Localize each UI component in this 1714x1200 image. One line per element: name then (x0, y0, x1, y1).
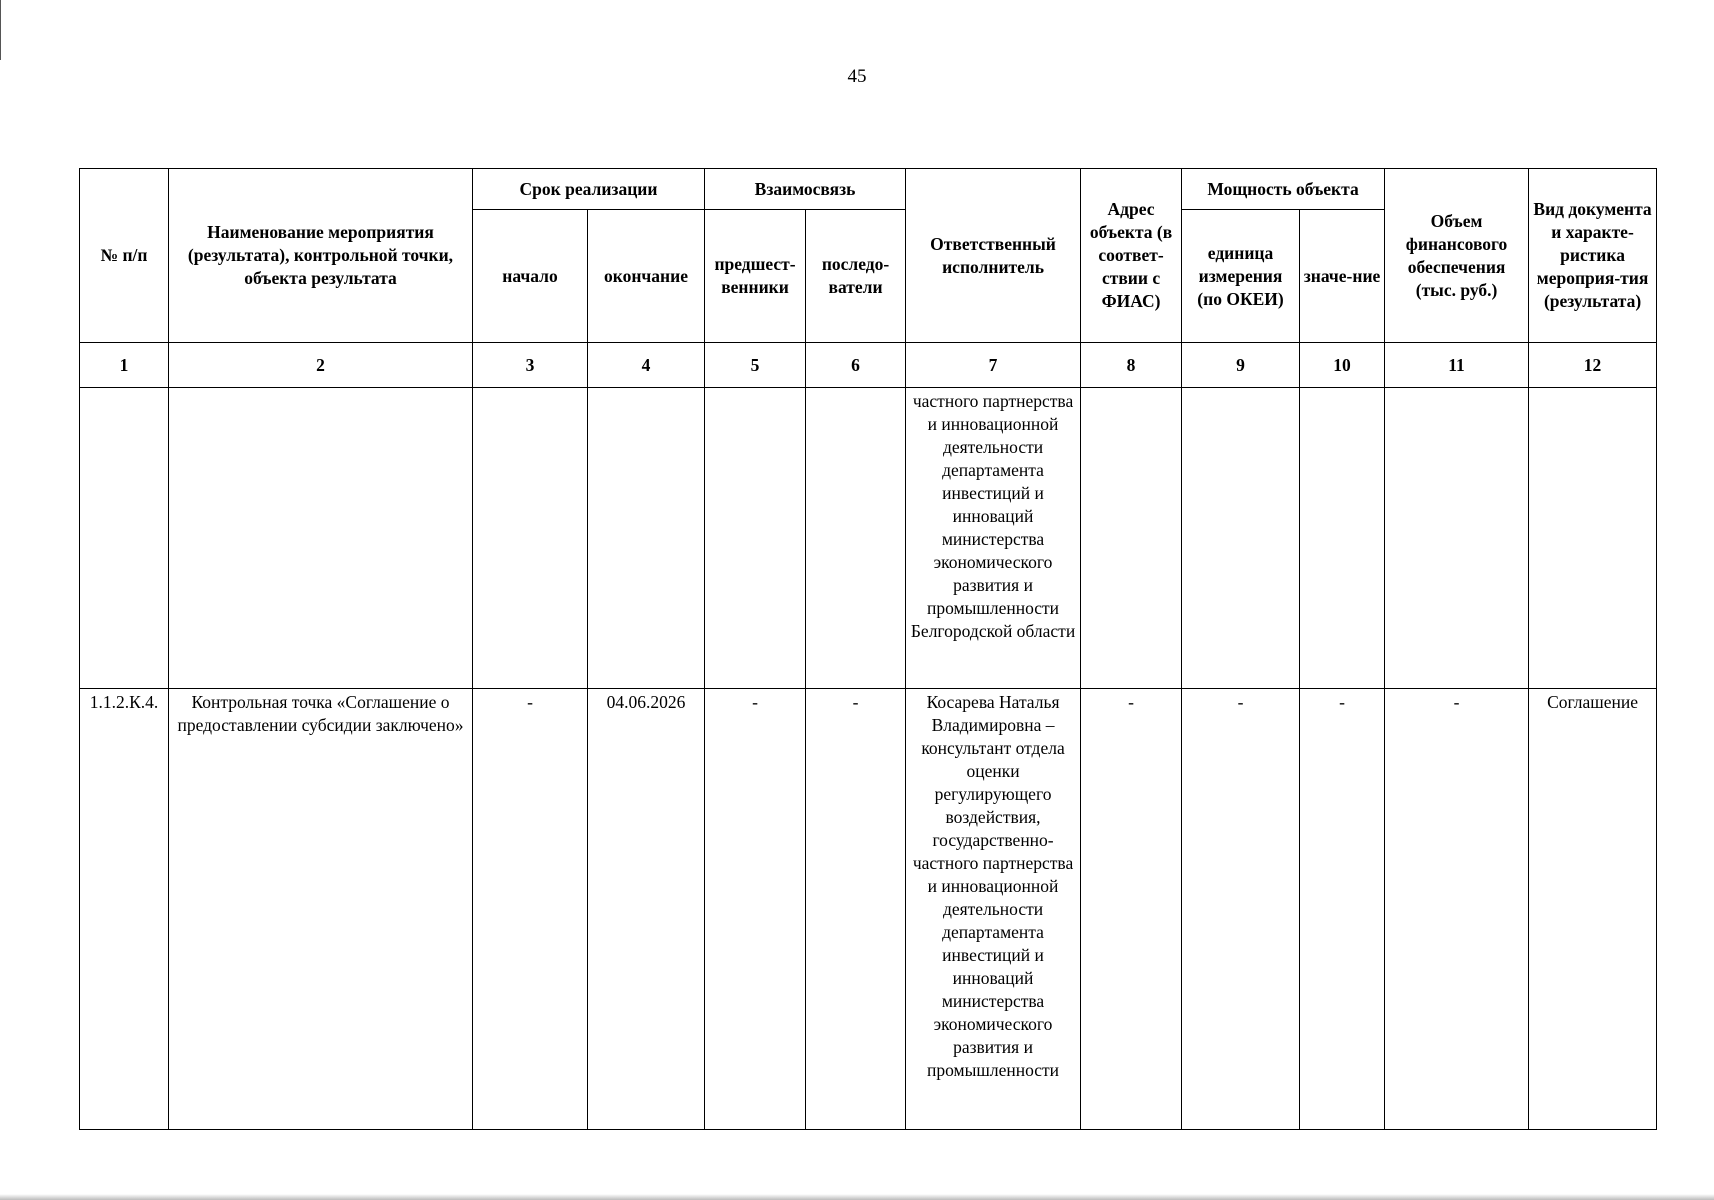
cell-address: - (1081, 689, 1182, 1130)
cell-name: Контрольная точка «Соглашение о предоставлении субсидии заключено» (169, 689, 473, 1130)
header-group-capacity: Мощность объекта (1182, 169, 1385, 210)
header-predecessors: предшест-венники (705, 210, 806, 343)
cell-responsible: частного партнерства и инновационной деятельности департамента инвестиций и инноваций министерства экономического развития и промышленности Белгородской области (906, 388, 1081, 689)
cell-start: - (473, 689, 588, 1130)
cell-doc: Соглашение (1529, 689, 1657, 1130)
column-number: 4 (588, 343, 705, 388)
cell-finance (1385, 388, 1529, 689)
column-number: 5 (705, 343, 806, 388)
cell-finance: - (1385, 689, 1529, 1130)
column-number-row (80, 343, 1657, 388)
cell-unit (1182, 388, 1300, 689)
page-number: 45 (847, 66, 867, 87)
cell-name (169, 388, 473, 689)
header-end: окончание (588, 210, 705, 343)
cell-end (588, 388, 705, 689)
cell-value: - (1300, 689, 1385, 1130)
column-number: 11 (1385, 343, 1529, 388)
header-num: № п/п (80, 169, 169, 343)
header-group-link: Взаимосвязь (705, 169, 906, 210)
cell-num: 1.1.2.К.4. (80, 689, 169, 1130)
header-unit: единица измерения (по ОКЕИ) (1182, 210, 1300, 343)
column-number: 6 (806, 343, 906, 388)
header-doc: Вид документа и характе-ристика мероприя-тия (результата) (1529, 169, 1657, 343)
cell-value (1300, 388, 1385, 689)
cell-num (80, 388, 169, 689)
cell-responsible: Косарева Наталья Владимировна – консультант отдела оценки регулирующего воздействия, государственно-частного партнерства и инновационной деятельности департамента инвестиций и инноваций министерства экономического развития и промышленности (906, 689, 1081, 1130)
column-number: 9 (1182, 343, 1300, 388)
cell-successors (806, 388, 906, 689)
header-group-term: Срок реализации (473, 169, 705, 210)
column-number: 12 (1529, 343, 1657, 388)
cell-unit: - (1182, 689, 1300, 1130)
header-row-1 (80, 169, 1657, 210)
header-address: Адрес объекта (в соответ-ствии с ФИАС) (1081, 169, 1182, 343)
column-number: 3 (473, 343, 588, 388)
column-number: 10 (1300, 343, 1385, 388)
header-successors: последо-ватели (806, 210, 906, 343)
column-number: 7 (906, 343, 1081, 388)
scan-edge-left (0, 0, 1, 60)
scan-edge-bottom (0, 1194, 1714, 1200)
column-number: 2 (169, 343, 473, 388)
header-value: значе-ние (1300, 210, 1385, 343)
cell-successors: - (806, 689, 906, 1130)
cell-doc (1529, 388, 1657, 689)
cell-end: 04.06.2026 (588, 689, 705, 1130)
column-number: 8 (1081, 343, 1182, 388)
table-row (80, 689, 1657, 1130)
cell-start (473, 388, 588, 689)
header-finance: Объем финансового обеспечения (тыс. руб.) (1385, 169, 1529, 343)
cell-predecessors (705, 388, 806, 689)
header-responsible: Ответственный исполнитель (906, 169, 1081, 343)
cell-address (1081, 388, 1182, 689)
program-table (79, 168, 1657, 1130)
column-number: 1 (80, 343, 169, 388)
cell-predecessors: - (705, 689, 806, 1130)
header-name: Наименование мероприятия (результата), контрольной точки, объекта результата (169, 169, 473, 343)
header-start: начало (473, 210, 588, 343)
table-row (80, 388, 1657, 689)
